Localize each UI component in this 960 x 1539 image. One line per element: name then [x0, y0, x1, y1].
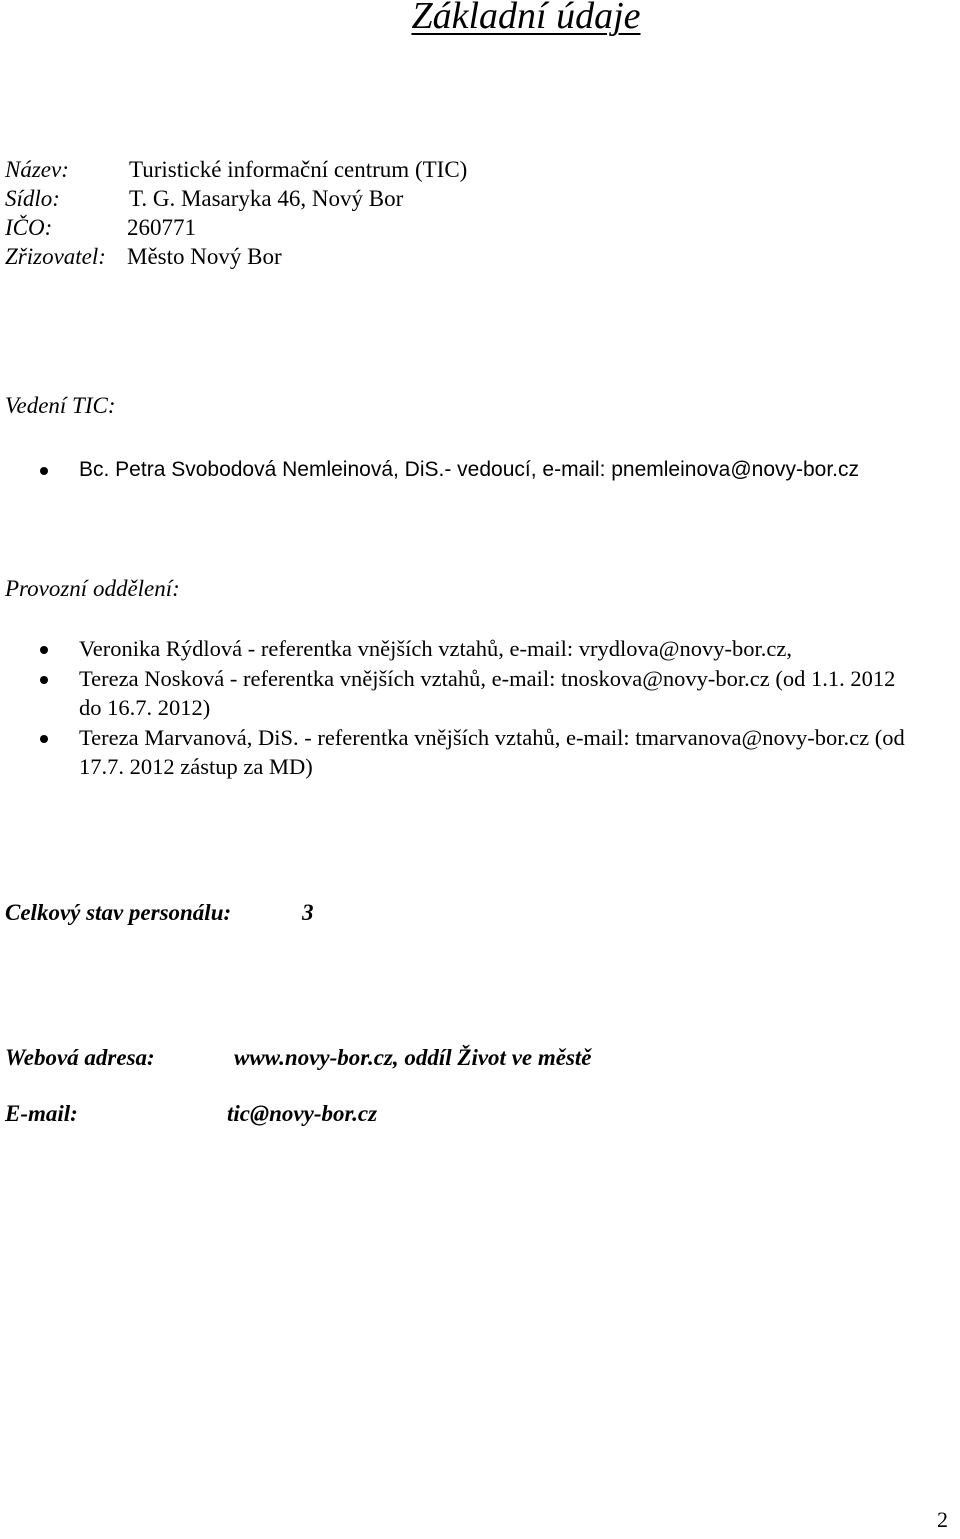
- staff-value: 3: [302, 900, 314, 925]
- management-heading: Vedení TIC:: [5, 393, 116, 418]
- info-value: Město Nový Bor: [127, 244, 282, 269]
- info-row-seat: [5, 186, 403, 212]
- bullet-icon: [40, 735, 48, 743]
- list-item: [0, 664, 919, 723]
- page-title: Základní údaje: [411, 0, 641, 37]
- info-value: T. G. Masaryka 46, Nový Bor: [129, 186, 404, 211]
- web-label: Webová adresa:: [5, 1045, 155, 1070]
- web-row: [5, 1045, 592, 1071]
- management-list: [0, 455, 919, 485]
- list-item: [0, 455, 919, 485]
- bullet-icon: [40, 646, 48, 654]
- info-value: 260771: [127, 215, 196, 240]
- staff-row: [5, 900, 314, 926]
- email-row: [5, 1101, 377, 1127]
- info-row-founder: [5, 244, 282, 270]
- list-item: [0, 634, 919, 664]
- email-label: E-mail:: [5, 1101, 78, 1126]
- bullet-icon: [40, 676, 48, 684]
- email-value: tic@novy-bor.cz: [227, 1101, 378, 1126]
- web-value: www.novy-bor.cz, oddíl Život ve městě: [234, 1045, 592, 1070]
- operations-item-text: Veronika Rýdlová - referentka vnějších vztahů, e-mail: vrydlova@novy-bor.cz,: [79, 636, 792, 661]
- operations-item-text: Tereza Nosková - referentka vnějších vztahů, e-mail: tnoskova@novy-bor.cz (od 1.1. 2012 do 16.7. 2012): [79, 665, 896, 720]
- operations-item-text: Tereza Marvanová, DiS. - referentka vnějších vztahů, e-mail: tmarvanova@novy-bor.cz (od 17.7. 2012 zástup za MD): [79, 724, 905, 779]
- info-label: Název:: [5, 157, 69, 182]
- info-row-ico: [5, 215, 196, 241]
- operations-list: [0, 634, 919, 782]
- info-row-name: [5, 157, 467, 183]
- info-label: Sídlo:: [5, 186, 60, 211]
- management-item-text: Bc. Petra Svobodová Nemleinová, DiS.- vedoucí, e-mail: pnemleinova@novy-bor.cz: [79, 458, 860, 481]
- info-label: IČO:: [5, 215, 53, 240]
- info-value: Turistické informační centrum (TIC): [129, 157, 468, 182]
- staff-label: Celkový stav personálu:: [5, 900, 232, 925]
- page-number: 2: [937, 1507, 948, 1532]
- list-item: [0, 723, 919, 782]
- bullet-icon: [40, 467, 48, 475]
- info-label: Zřizovatel:: [5, 244, 106, 269]
- operations-heading: Provozní oddělení:: [5, 576, 180, 601]
